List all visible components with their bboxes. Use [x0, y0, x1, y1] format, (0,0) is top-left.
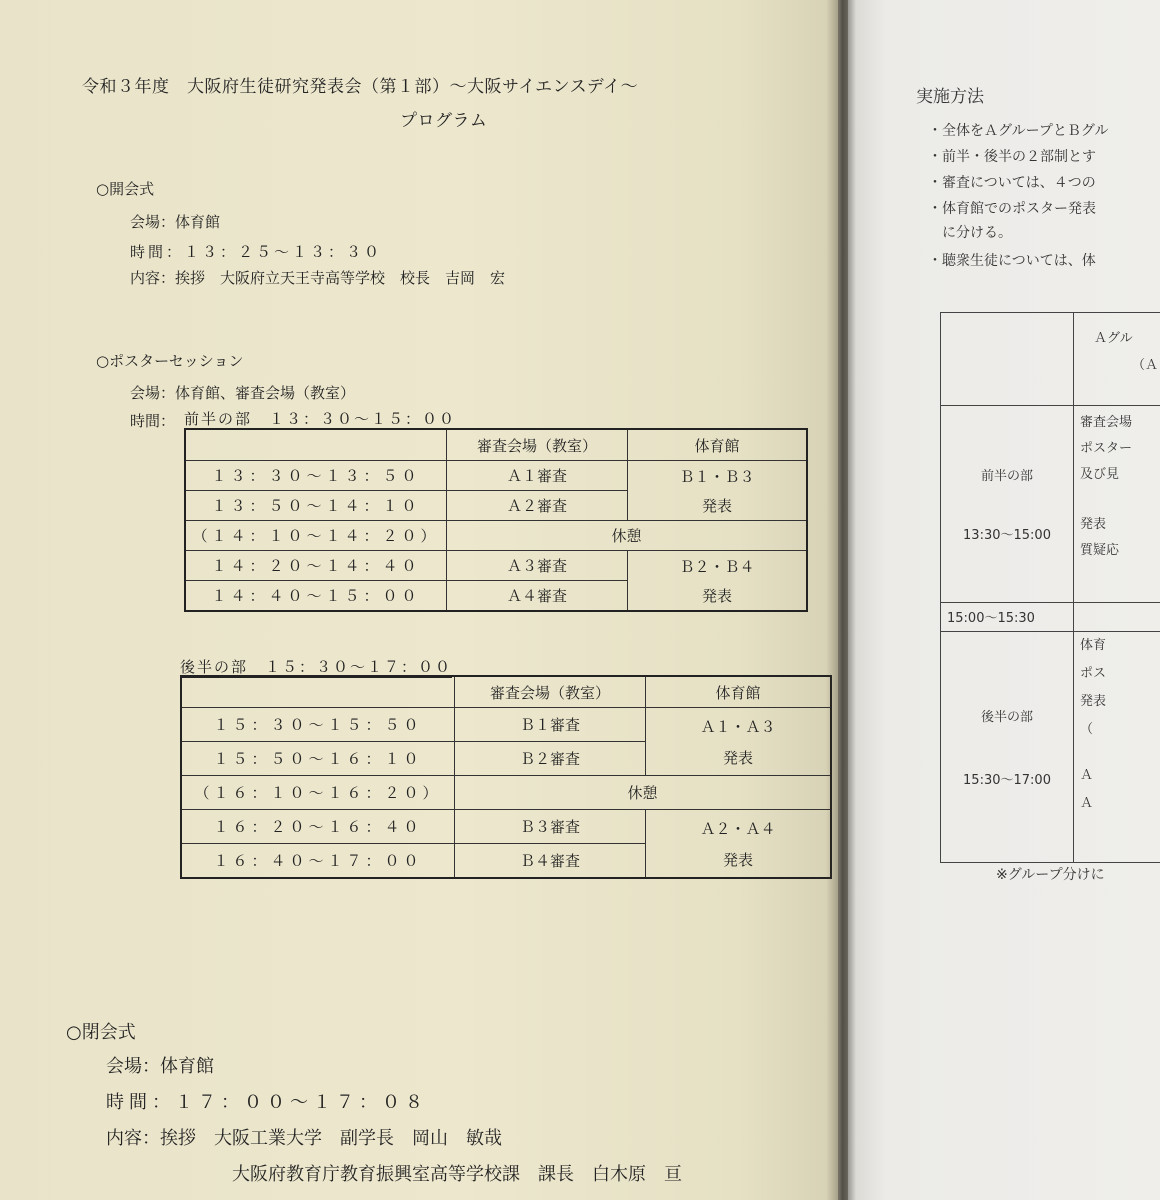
detail-line: 発表 [1080, 517, 1107, 532]
second-half-time: 15:30～17:00 [963, 773, 1051, 788]
poster-venue: 会場：体育館、審査会場（教室） [130, 384, 356, 402]
detail-line: 発表 [1080, 694, 1107, 709]
gym-action: 発表 [722, 748, 753, 767]
gym-cell [628, 461, 808, 521]
poster-time-label: 時間： [130, 412, 176, 430]
detail-line: 体育 [1080, 638, 1107, 653]
table-corner [185, 429, 447, 461]
method-bullet: ・審査については、４つの [928, 175, 1096, 191]
col-room-header: 審査会場（教室） [447, 429, 628, 461]
method-heading: 実施方法 [916, 87, 984, 107]
col-room-header: 審査会場（教室） [455, 676, 646, 708]
time-slot: （１４：１０～１４：２０） [185, 521, 447, 551]
second-half-table [180, 675, 832, 879]
break-detail [1074, 603, 1160, 632]
detail-line: （ [1080, 722, 1094, 737]
room-cell: Ａ３審査 [447, 551, 628, 581]
second-half-detail [1074, 632, 1160, 863]
break-cell: 休憩 [447, 521, 808, 551]
gym-groups: Ｂ２・Ｂ４ [679, 557, 755, 576]
method-bullet: ・全体をＡグループとＢグル [928, 123, 1109, 139]
break-time-cell: 15:00～15:30 [941, 603, 1074, 632]
right-page [848, 0, 1160, 1200]
room-cell: Ｂ４審査 [455, 844, 646, 879]
col-gym-header: 体育館 [628, 429, 808, 461]
group-a-sub: （Ａ [1132, 358, 1159, 373]
closing-content-2: 大阪府教育庁教育振興室高等学校課 課長 白木原 亘 [232, 1164, 682, 1185]
method-bullet: ・聴衆生徒については、体 [928, 253, 1096, 269]
method-corner [941, 313, 1074, 406]
closing-content-1: 内容：挨拶 大阪工業大学 副学長 岡山 敏哉 [106, 1128, 502, 1149]
room-cell: Ｂ１審査 [455, 708, 646, 742]
second-half-label: 後半の部 １５：３０～１７：００ [180, 658, 453, 676]
time-slot: １６：２０～１６：４０ [181, 810, 455, 844]
second-half-cell [941, 632, 1074, 863]
time-slot: １３：５０～１４：１０ [185, 491, 447, 521]
method-bullet: ・体育館でのポスター発表 [928, 201, 1096, 217]
first-half-detail [1074, 406, 1160, 603]
first-half-cell [941, 406, 1074, 603]
detail-line: Ａ [1080, 796, 1094, 811]
time-slot: １４：２０～１４：４０ [185, 551, 447, 581]
opening-venue: 会場：体育館 [130, 213, 221, 231]
first-half-time: 13:30～15:00 [963, 528, 1051, 543]
detail-line: 及び見 [1080, 467, 1120, 482]
time-slot: １６：４０～１７：００ [181, 844, 455, 879]
opening-time: 時間：１３：２５～１３：３０ [130, 243, 383, 261]
program-title: 令和３年度 大阪府生徒研究発表会（第１部）～大阪サイエンスデイ～ [82, 77, 639, 97]
first-half-label: 前半の部 [980, 469, 1033, 484]
room-cell: Ａ１審査 [447, 461, 628, 491]
opening-heading: ○開会式 [96, 180, 155, 198]
method-bullet: に分ける。 [928, 225, 1012, 241]
poster-heading: ○ポスターセッション [96, 352, 244, 370]
method-bullet: ・前半・後半の２部制とす [928, 149, 1096, 165]
time-slot: １５：５０～１６：１０ [181, 742, 455, 776]
col-gym-header: 体育館 [646, 676, 832, 708]
room-cell: Ａ２審査 [447, 491, 628, 521]
break-cell: 休憩 [455, 776, 832, 810]
gym-cell [646, 708, 832, 776]
closing-venue: 会場：体育館 [106, 1056, 214, 1077]
book-gutter [826, 0, 856, 1200]
method-table [940, 312, 1160, 863]
method-head-a [1074, 313, 1160, 406]
closing-time: 時間：１７：００～１７：０８ [106, 1092, 428, 1113]
time-slot: １５：３０～１５：５０ [181, 708, 455, 742]
room-cell: Ｂ３審査 [455, 810, 646, 844]
time-slot: １４：４０～１５：００ [185, 581, 447, 612]
group-a-label: Ａグル [1094, 331, 1133, 346]
gym-cell [646, 810, 832, 879]
closing-heading: ○閉会式 [66, 1022, 136, 1043]
room-cell: Ｂ２審査 [455, 742, 646, 776]
gym-groups: Ａ１・Ａ３ [700, 717, 776, 736]
second-half-label: 後半の部 [980, 710, 1033, 725]
detail-line: Ａ [1080, 768, 1094, 783]
first-half-label: 前半の部 １３：３０～１５：００ [184, 410, 457, 428]
room-cell: Ａ４審査 [447, 581, 628, 612]
time-slot: １３：３０～１３：５０ [185, 461, 447, 491]
opening-content: 内容：挨拶 大阪府立天王寺高等学校 校長 吉岡 宏 [130, 269, 506, 287]
detail-line: 質疑応 [1080, 543, 1120, 558]
table-corner [181, 676, 455, 708]
detail-line: ポスター [1080, 441, 1133, 456]
program-subtitle: プログラム [400, 111, 488, 131]
first-half-table [184, 428, 808, 612]
detail-line: ポス [1080, 666, 1107, 681]
time-slot: （１６：１０～１６：２０） [181, 776, 455, 810]
gym-groups: Ｂ１・Ｂ３ [679, 467, 755, 486]
gym-action: 発表 [701, 496, 732, 515]
method-note: ※グループ分けに [996, 867, 1105, 883]
gym-cell [628, 551, 808, 612]
gym-action: 発表 [722, 850, 753, 869]
gym-groups: Ａ２・Ａ４ [700, 819, 776, 838]
detail-line: 審査会場 [1080, 415, 1133, 430]
gym-action: 発表 [701, 586, 732, 605]
